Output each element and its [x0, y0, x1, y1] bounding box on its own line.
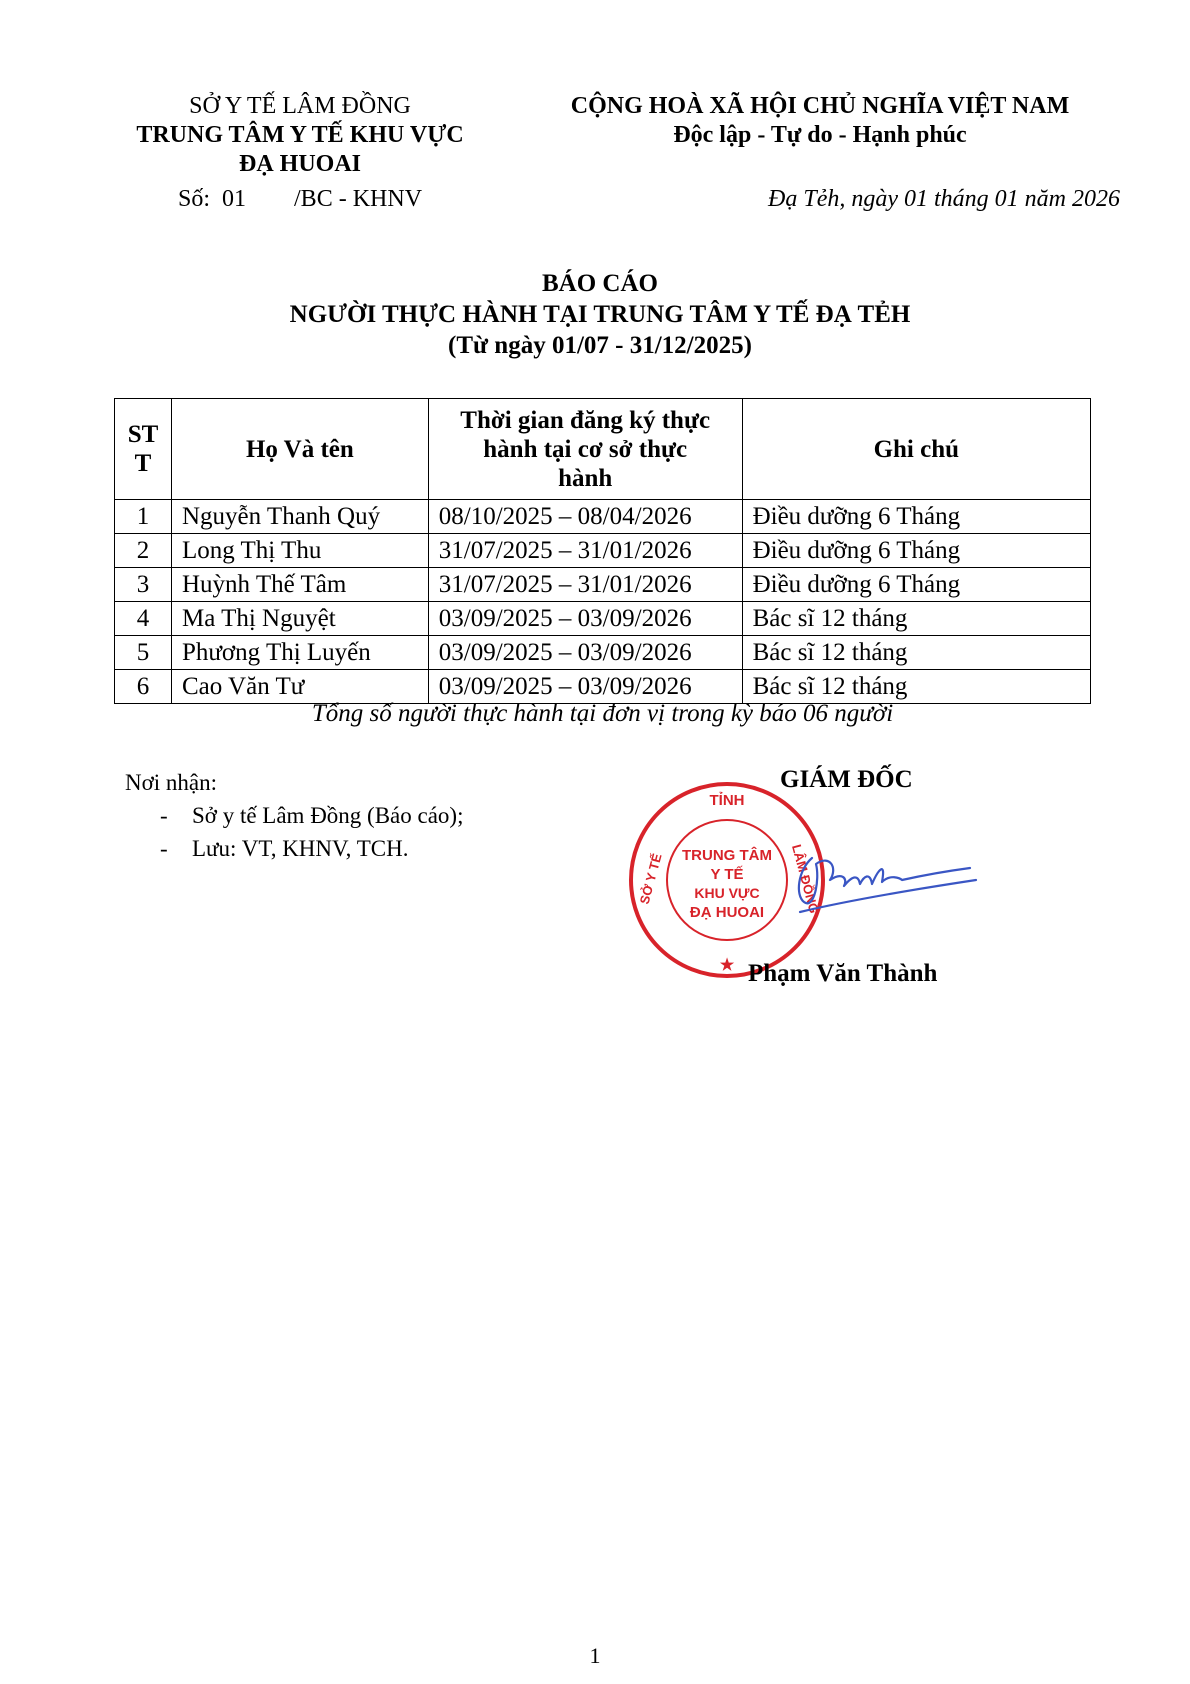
- header-note: Ghi chú: [742, 399, 1090, 500]
- cell-note: Điều dưỡng 6 Tháng: [742, 534, 1090, 568]
- table-row: [115, 670, 1091, 704]
- cell-period: 08/10/2025 – 08/04/2026: [428, 500, 742, 534]
- cell-name: Long Thị Thu: [171, 534, 428, 568]
- cell-name: Ma Thị Nguyệt: [171, 602, 428, 636]
- cell-period: 03/09/2025 – 03/09/2026: [428, 636, 742, 670]
- recipient-item: - Sở y tế Lâm Đồng (Báo cáo);: [160, 799, 464, 832]
- organization-name-line1: TRUNG TÂM Y TẾ KHU VỰC: [136, 122, 464, 148]
- recipients-list: [125, 799, 464, 865]
- table-row: [115, 602, 1091, 636]
- cell-name: Cao Văn Tư: [171, 670, 428, 704]
- cell-period: 03/09/2025 – 03/09/2026: [428, 602, 742, 636]
- handwritten-signature: [790, 850, 980, 920]
- organization-name-line2: ĐẠ HUOAI: [238, 151, 361, 177]
- stamp-ring-right: LÂM ĐỒNG: [788, 842, 822, 915]
- cell-stt: 3: [115, 568, 172, 602]
- header-period: Thời gian đăng ký thực hành tại cơ sở thực hành: [428, 399, 742, 500]
- table-row: [115, 568, 1091, 602]
- header-name: Họ Và tên: [171, 399, 428, 500]
- national-header: [520, 92, 1120, 150]
- cell-name: Huỳnh Thế Tâm: [171, 568, 428, 602]
- cell-name: Phương Thị Luyến: [171, 636, 428, 670]
- header-stt: ST T: [115, 399, 172, 500]
- cell-stt: 2: [115, 534, 172, 568]
- stamp-center-line4: ĐẠ HUOAI: [689, 904, 765, 921]
- issuing-organization: [100, 92, 500, 179]
- table-row: [115, 500, 1091, 534]
- table-header-row: [115, 399, 1091, 500]
- national-motto: Độc lập - Tự do - Hạnh phúc: [673, 122, 967, 148]
- cell-note: Điều dưỡng 6 Tháng: [742, 568, 1090, 602]
- cell-period: 31/07/2025 – 31/01/2026: [428, 568, 742, 602]
- practitioner-table: [114, 398, 1091, 704]
- cell-stt: 1: [115, 500, 172, 534]
- page-number: 1: [589, 1643, 601, 1668]
- cell-stt: 5: [115, 636, 172, 670]
- signer-name: Phạm Văn Thành: [748, 960, 938, 987]
- cell-period: 31/07/2025 – 31/01/2026: [428, 534, 742, 568]
- document-number: Số: 01 /BC - KHNV: [178, 186, 423, 212]
- cell-note: Bác sĩ 12 tháng: [742, 670, 1090, 704]
- report-title: [100, 268, 1100, 361]
- report-title-line3: (Từ ngày 01/07 - 31/12/2025): [448, 332, 752, 359]
- total-summary: Tổng số người thực hành tại đơn vị trong kỳ báo 06 người: [311, 700, 894, 727]
- cell-note: Bác sĩ 12 tháng: [742, 602, 1090, 636]
- report-title-line2: NGƯỜI THỰC HÀNH TẠI TRUNG TÂM Y TẾ ĐẠ TẺH: [289, 301, 911, 328]
- recipient-item: - Lưu: VT, KHNV, TCH.: [160, 832, 464, 865]
- stamp-ring-left: SỞ Y TẾ: [636, 851, 665, 906]
- table-row: [115, 534, 1091, 568]
- recipients-label: Nơi nhận:: [125, 770, 218, 795]
- signer-title: GIÁM ĐỐC: [780, 766, 913, 793]
- stamp-star-icon: ★: [719, 957, 735, 974]
- document-date: Đạ Tẻh, ngày 01 tháng 01 năm 2026: [768, 186, 1120, 212]
- cell-note: Điều dưỡng 6 Tháng: [742, 500, 1090, 534]
- stamp-center-line2: Y TẾ: [710, 866, 744, 883]
- cell-name: Nguyễn Thanh Quý: [171, 500, 428, 534]
- nation-name: CỘNG HOÀ XÃ HỘI CHỦ NGHĨA VIỆT NAM: [570, 93, 1070, 119]
- cell-stt: 6: [115, 670, 172, 704]
- stamp-center-line3: KHU VỰC: [694, 885, 760, 901]
- department-name: SỞ Y TẾ LÂM ĐỒNG: [189, 93, 411, 119]
- recipients-block: [125, 766, 464, 865]
- stamp-ring-top: TỈNH: [709, 792, 745, 809]
- cell-stt: 4: [115, 602, 172, 636]
- cell-note: Bác sĩ 12 tháng: [742, 636, 1090, 670]
- table-row: [115, 636, 1091, 670]
- stamp-center-line1: TRUNG TÂM: [682, 847, 772, 864]
- report-title-line1: BÁO CÁO: [542, 270, 658, 297]
- cell-period: 03/09/2025 – 03/09/2026: [428, 670, 742, 704]
